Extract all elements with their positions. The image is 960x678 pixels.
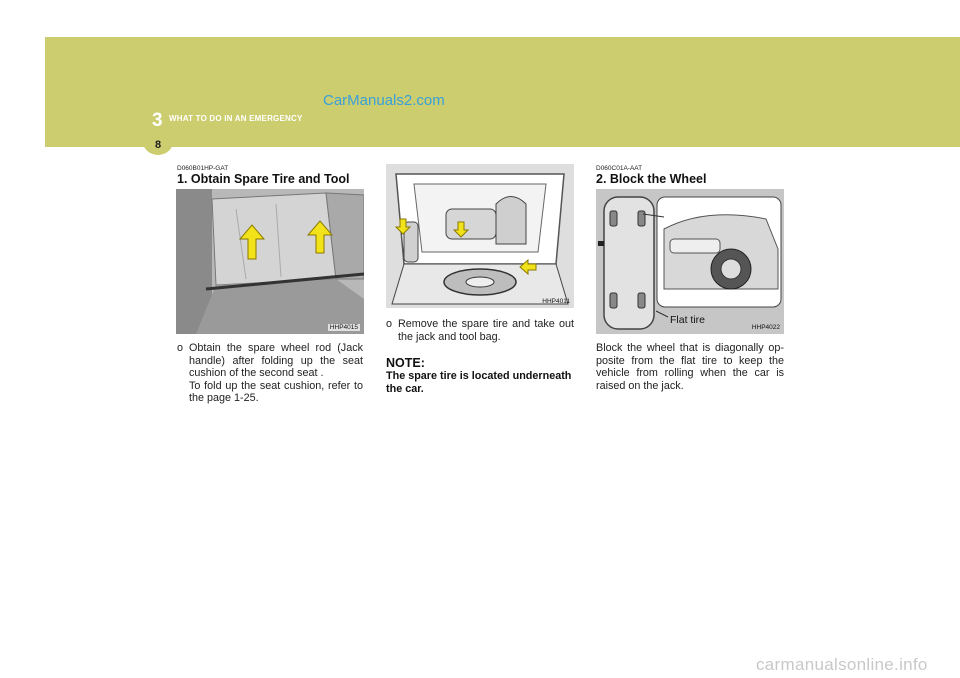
bullet: o xyxy=(386,318,393,330)
figure-code: HHP4015 xyxy=(329,324,358,331)
note-text: The spare tire is located underneath the car. xyxy=(386,370,572,395)
section2-code: D060C01A-AAT xyxy=(596,165,643,172)
trunk-illustration xyxy=(386,164,574,308)
bullet: o xyxy=(177,342,184,354)
figure-code: HHP4011 xyxy=(542,298,570,305)
wheel-figure xyxy=(596,189,784,334)
seat-illustration xyxy=(176,189,364,334)
watermark-link[interactable]: CarManuals2.com xyxy=(323,92,445,109)
section1-line: Obtain the spare wheel rod (Jack handle) after folding up the seat cushion of the second seat . xyxy=(189,342,363,379)
section1-line: To fold up the seat cushion, refer to the page 1-25. xyxy=(189,379,363,404)
footer-watermark-link[interactable]: carmanualsonline.info xyxy=(756,655,928,674)
seat-figure xyxy=(176,189,364,334)
section1-heading: 1. Obtain Spare Tire and Tool xyxy=(177,172,350,186)
section2-heading: 2. Block the Wheel xyxy=(596,172,707,186)
middle-text: Remove the spare tire and take out the jack and tool bag. xyxy=(398,318,574,343)
wheel-illustration xyxy=(596,189,784,334)
trunk-figure xyxy=(386,164,574,308)
figure-code: HHP4022 xyxy=(751,324,780,331)
section2-body: Block the wheel that is diagonally op-posite from the flat tire to keep the vehicle from rolling when the car is raised on the jack. xyxy=(596,342,784,392)
header-band xyxy=(45,37,960,147)
section1-body xyxy=(177,342,363,405)
chapter-title: WHAT TO DO IN AN EMERGENCY xyxy=(169,114,303,123)
middle-body xyxy=(386,318,574,343)
flat-tire-label: Flat tire xyxy=(670,314,706,326)
note-title: NOTE: xyxy=(386,356,425,370)
chapter-number: 3 xyxy=(152,110,163,131)
section1-code: D060B01HP-GAT xyxy=(177,165,229,172)
page-number: 8 xyxy=(155,139,162,151)
